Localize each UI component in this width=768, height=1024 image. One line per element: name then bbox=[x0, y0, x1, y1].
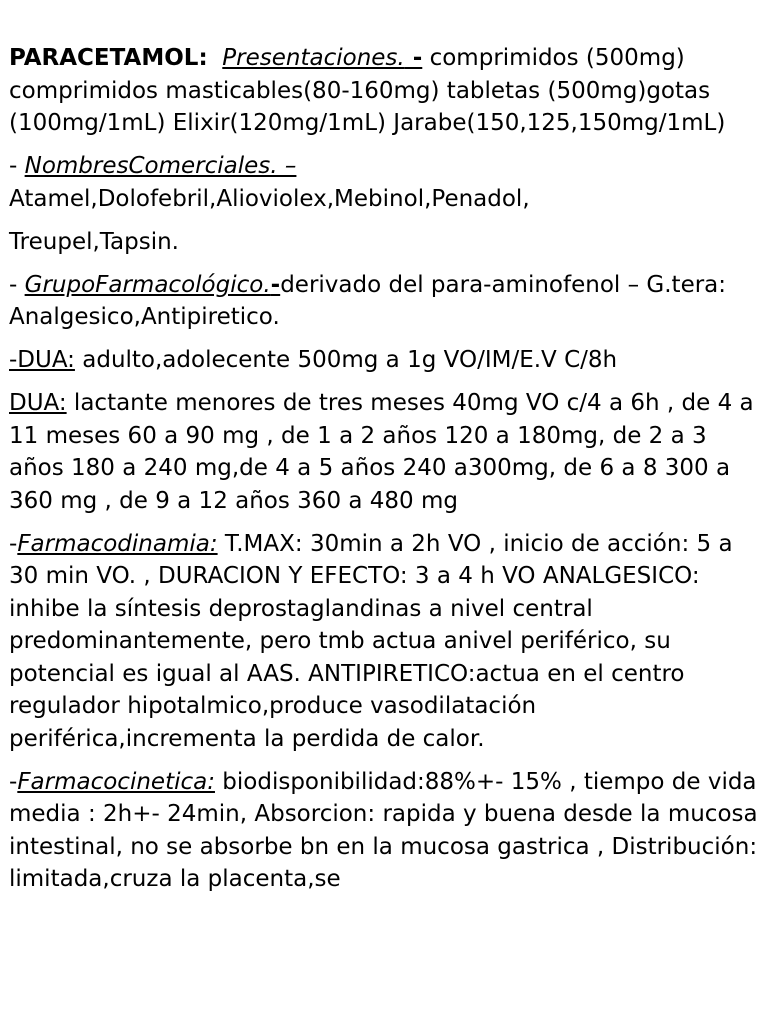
pharmacologic-group-label: GrupoFarmacológico. bbox=[24, 271, 271, 298]
pharmacodynamics-paragraph bbox=[9, 528, 761, 756]
pediatric-dose-text: lactante menores de tres meses 40mg VO c/4 a 6h , de 4 a 11 meses 60 a 90 mg , de 1 a 2 años 120 a 180mg, de 2 a 3 años 180 a 240 mg,de 4 a 5 años 240 a300mg, de 6 a 8 300 a 360 mg , de 9 a 12 años 360 a 480 mg bbox=[9, 390, 754, 514]
pharmacokinetics-label: Farmacocinetica: bbox=[17, 768, 215, 795]
group-prefix: - bbox=[9, 271, 25, 298]
presentations-dash: - bbox=[404, 45, 423, 71]
pharmacologic-group-text: derivado del para-aminofenol – G.tera: Analgesico,Antipiretico. bbox=[9, 271, 727, 330]
pharmacologic-group-dash: - bbox=[270, 271, 281, 298]
presentations-text: comprimidos (500mg) comprimidos masticables(80-160mg) tabletas (500mg)gotas (100mg/1mL) Elixir(120mg/1mL) Jarabe(150,125,150mg/1mL) bbox=[9, 45, 726, 136]
pharmacodynamics-label: Farmacodinamia: bbox=[17, 530, 218, 557]
adult-dose-paragraph bbox=[9, 344, 761, 377]
pharmacodynamics-text: T.MAX: 30min a 2h VO , inicio de acción: 5 a 30 min VO. , DURACION Y EFECTO: 3 a 4 h VO ANALGESICO: inhibe la síntesis deprostaglandinas a nivel central predominantemente, pero tmb actua anivel periférico, su potencial es igual al AAS. ANTIPIRETICO:actua en el centro regulador hipotalmico,produce vasodilatación periférica,incrementa la perdida de calor. bbox=[9, 530, 733, 752]
trade-names-paragraph bbox=[9, 150, 761, 215]
trade-names-prefix: - bbox=[9, 153, 25, 179]
pediatric-dose-paragraph bbox=[9, 387, 761, 517]
trade-names-label: NombresComerciales. – bbox=[24, 153, 297, 179]
adult-dose-text: adulto,adolecente 500mg a 1g VO/IM/E.V C/8h bbox=[74, 347, 618, 373]
pharmacokinetics-prefix: - bbox=[9, 768, 18, 795]
pharmacodynamics-prefix: - bbox=[9, 530, 18, 557]
drug-title: PARACETAMOL: bbox=[9, 45, 208, 71]
trade-names-continued-text: Treupel,Tapsin. bbox=[9, 228, 179, 255]
trade-names-continued bbox=[9, 226, 761, 259]
adult-dose-label: -DUA: bbox=[9, 347, 75, 373]
pharmacokinetics-paragraph bbox=[9, 766, 761, 896]
presentations-label: Presentaciones. bbox=[222, 45, 405, 71]
presentations-paragraph bbox=[9, 42, 761, 140]
pharmacokinetics-text: biodisponibilidad:88%+- 15% , tiempo de vida media : 2h+- 24min, Absorcion: rapida y buena desde la mucosa intestinal, no se absorbe bn en la mucosa gastrica , Distribución: limitada,cruza la placenta,se bbox=[9, 768, 758, 892]
trade-names-text: Atamel,Dolofebril,Alioviolex,Mebinol,Penadol, bbox=[9, 185, 530, 212]
document-page bbox=[9, 42, 761, 906]
pediatric-dose-label: DUA: bbox=[9, 390, 67, 416]
pharmacologic-group-paragraph bbox=[9, 269, 761, 334]
